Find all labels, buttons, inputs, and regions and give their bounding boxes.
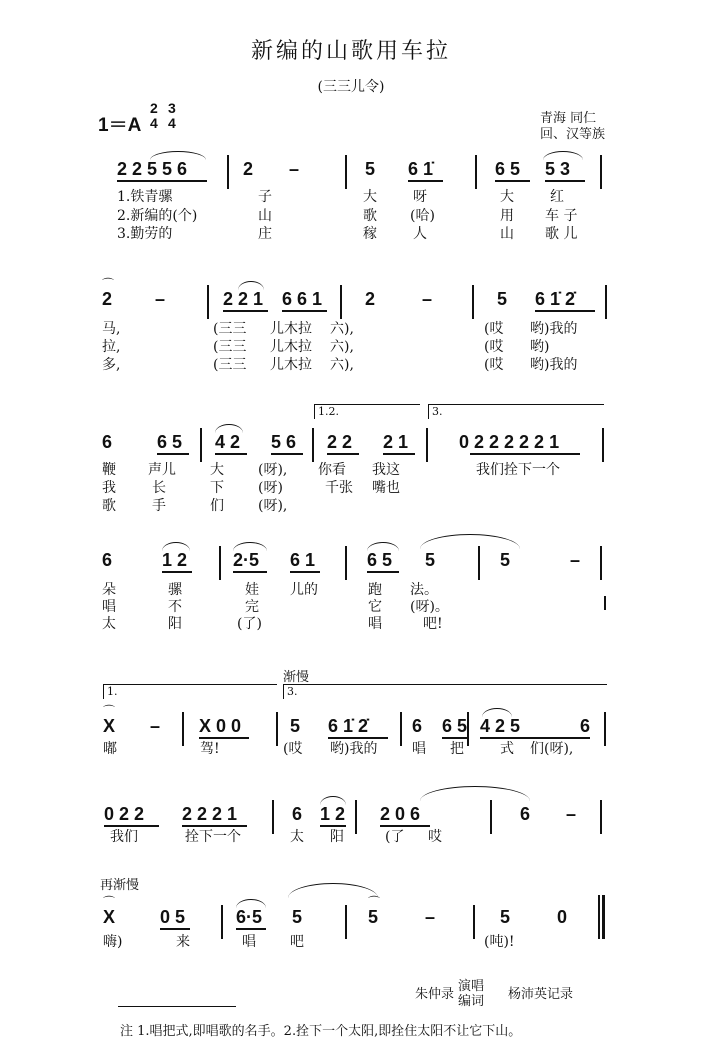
underline-beam [233,571,267,573]
note-group: 6 1̇ 2̇ [535,289,576,309]
time-sig-num: 3 [168,100,176,116]
lyric: 六), [330,321,354,337]
note-group: 4 2 [215,432,241,452]
note-group: – [422,289,433,309]
lyric: (三三 [213,339,247,355]
underline-beam [367,571,399,573]
lyric: (呀), [258,462,288,478]
note-group: 2 0 6 [380,804,421,824]
lyric: 阳 [330,829,344,845]
note-group: – [566,804,577,824]
lyric: 唱 [368,616,382,632]
lyric: (哎 [484,321,504,337]
lyric: 们(呀), [530,741,574,757]
slur [150,151,206,160]
lyric: 长 [152,480,166,496]
lyric: 拉, [102,339,121,355]
underline-beam [545,180,585,182]
lyric: (呀)。 [410,599,449,615]
lyric: 拴下一个 [185,829,241,845]
lyric: (呀), [258,498,288,514]
fermata-icon: ⌒ [103,704,116,718]
lyric: 我们 [110,829,138,845]
note-group: – [570,550,581,570]
note-group: 6 5 [157,432,183,452]
region-line-1: 青海 同仁 [540,111,597,126]
fermata-icon: ⌒ [102,277,115,291]
lyric: 庄 [258,226,272,242]
note-group: 5 6 [271,432,297,452]
note-group: 5 [500,550,511,570]
lyric: 式 [500,741,514,757]
note-group: 6 [412,716,423,736]
note-group: 0 2 2 [104,804,145,824]
underline-beam [383,453,415,455]
singer-name: 朱仲录 [415,987,455,1002]
note-group: 6 [292,804,303,824]
time-sig-den: 4 [150,115,158,131]
lyric: 歌 [102,498,116,514]
note-group: – [289,159,300,179]
underline-beam [290,571,320,573]
lyric: 唱 [102,599,116,615]
note-group: 6 [580,716,591,736]
lyric: 呀 [413,189,427,205]
slur [162,542,190,551]
lyric: 千张 [325,480,353,496]
note-group: 6 [102,432,113,452]
lyric: 驾! [200,741,220,757]
underline-beam [223,310,268,312]
lyric: 哟)我的 [330,741,378,757]
lyric: 们 [210,498,224,514]
lyric: 嗨) [103,934,123,950]
lyric: 红 [550,189,564,205]
tempo-marking: 渐慢 [283,670,310,685]
underline-beam [157,453,189,455]
lyric: 手 [152,498,166,514]
note-group: 1 2 [320,804,346,824]
note-group: 4 2 5 [480,716,521,736]
lyric: 跑 [368,582,382,598]
slur [238,281,264,290]
note-group: 0 2 2 2 2 2 1 [459,432,560,452]
lyric: 把 [450,741,464,757]
time-signature-3-4 [168,101,176,131]
underline-beam [271,453,303,455]
tie [288,883,378,898]
lyric: 嘟 [103,741,117,757]
lyric: (吨)! [484,934,515,950]
lyric: 大 [363,189,377,205]
lyric: 用 [500,208,514,224]
underline-beam [470,453,580,455]
lyric: 我 [102,480,116,496]
slur [367,542,399,551]
underline-beam [236,928,266,930]
note-group: – [150,716,161,736]
note-group: 2 2 5 5 6 [117,159,188,179]
lyric: 吧 [290,934,304,950]
lyric: 大 [500,189,514,205]
note-group: 5 [368,907,379,927]
time-signature-2-4 [150,101,158,131]
note-group: 6 6 1 [282,289,323,309]
underline-beam [117,180,207,182]
region-line-2: 回、汉等族 [540,127,606,142]
lyric: 太 [102,616,116,632]
note-group: 2 2 2 1 [182,804,238,824]
note-group: 5 [292,907,303,927]
lyric: 嘴也 [372,480,400,496]
note-group: 2 [243,159,254,179]
lyric: (三三 [213,321,247,337]
lyric: 朵 [102,582,116,598]
lyric: 儿的 [290,582,318,598]
tie [420,786,530,801]
lyric: 儿木拉 [270,321,312,337]
lyric: (呀) [258,480,283,496]
note-group: 6 5 [367,550,393,570]
lyric: 来 [176,934,190,950]
lyric: (了) [237,616,262,632]
note-group: 6 5 [495,159,521,179]
note-group: 5 [365,159,376,179]
volta-bracket: 1. [103,684,277,699]
volta-bracket: 1.2. [314,404,420,419]
lyric: 我们拴下一个 [476,462,560,478]
note-group: 0 5 [160,907,186,927]
lyric: (三三 [213,357,247,373]
lyric: (哎 [484,339,504,355]
lyric: 多, [102,357,121,373]
lyric: 太 [290,829,304,845]
lyric: 稼 [363,226,377,242]
lyric: 马, [102,321,121,337]
lyric: 山 [500,226,514,242]
note-group: – [425,907,436,927]
note-group: 2 2 [327,432,353,452]
note-group: 6·5 [236,907,263,927]
lyric: 3.勤劳的 [117,226,173,242]
underline-beam [282,310,327,312]
note-group: X [103,907,116,927]
note-group: 1 2 [162,550,188,570]
lyric: 车 子 [545,208,578,224]
note-group: 2 2 1 [223,289,264,309]
underline-beam [408,180,443,182]
footnote: 注 1.唱把式,即唱歌的名手。2.拴下一个太阳,即拴住太阳不让它下山。 [120,1024,522,1039]
lyric: 它 [368,599,382,615]
note-group: 6 1 [290,550,316,570]
underline-beam [327,453,359,455]
underline-beam [162,571,192,573]
note-group: 6 1̇ 2̇ [328,716,369,736]
lyric: 我这 [372,462,400,478]
fermata-icon: ⌒ [368,895,381,909]
slur [543,151,583,160]
time-sig-den: 4 [168,115,176,131]
lyric: 哎 [428,829,442,845]
slur [482,708,512,717]
lyric: 不 [168,599,182,615]
lyric: 娃 [245,582,259,598]
song-title: 新编的山歌用车拉 [250,39,451,64]
volta-bracket: 3. [428,404,604,419]
note-group: 2 1 [383,432,409,452]
lyric: 2.新编的(个) [117,208,198,224]
note-group: – [155,289,166,309]
credit-role-lyrics: 编词 [458,994,485,1009]
recorder-credit: 杨沛英记录 [508,987,574,1002]
lyric: 你看 [318,462,346,478]
underline-beam [160,928,190,930]
underline-beam [215,453,247,455]
lyric: 歌 [363,208,377,224]
lyric: 骡 [168,582,182,598]
lyric: 完 [245,599,259,615]
lyric: 子 [258,189,272,205]
tie [420,534,520,549]
note-group: 5 [290,716,301,736]
lyric: 大 [210,462,224,478]
lyric: 哟)我的 [530,357,578,373]
lyric: 唱 [412,741,426,757]
footnote-rule [118,1006,236,1007]
lyric: (了 [385,829,405,845]
note-group: 2 [365,289,376,309]
key-signature: 1＝A [98,115,142,136]
note-group: 6 5 [442,716,468,736]
tempo-marking: 再渐慢 [100,878,140,893]
note-group: 2·5 [233,550,260,570]
slur [236,899,266,908]
lyric: 1.铁青骡 [117,189,173,205]
note-group: X 0 0 [199,716,242,736]
note-group: X [103,716,116,736]
slur [320,796,346,805]
lyric: 人 [413,226,427,242]
note-group: 5 3 [545,159,571,179]
underline-beam [495,180,530,182]
lyric: 哟)我的 [530,321,578,337]
note-group: 6 [102,550,113,570]
note-group: 6 [520,804,531,824]
volta-bracket: 3. [283,684,607,699]
lyric: 六), [330,357,354,373]
credit-role-sing: 演唱 [458,979,485,994]
underline-beam [535,310,595,312]
slur [215,424,243,433]
lyric: 下 [210,480,224,496]
lyric: 儿木拉 [270,339,312,355]
lyric: 山 [258,208,272,224]
lyric: 六), [330,339,354,355]
lyric: 阳 [168,616,182,632]
note-group: 2 [102,289,113,309]
slur [233,542,267,551]
lyric: 声儿 [148,462,176,478]
note-group: 5 [500,907,511,927]
lyric: 吧! [423,616,443,632]
lyric: (哎 [484,357,504,373]
note-group: 0 [557,907,568,927]
song-subtitle: (三三儿令) [317,79,385,95]
lyric: 法。 [410,582,438,598]
lyric: 唱 [242,934,256,950]
lyric: (哎 [283,741,303,757]
note-group: 6 1̇ [408,159,434,179]
fermata-icon: ⌒ [103,895,116,909]
lyric: 歌 儿 [545,226,578,242]
note-group: 5 [497,289,508,309]
lyric: 儿木拉 [270,357,312,373]
lyric: 哟) [530,339,550,355]
lyric: (哈) [410,208,435,224]
note-group: 5 [425,550,436,570]
lyric: 鞭 [102,462,116,478]
time-sig-num: 2 [150,100,158,116]
